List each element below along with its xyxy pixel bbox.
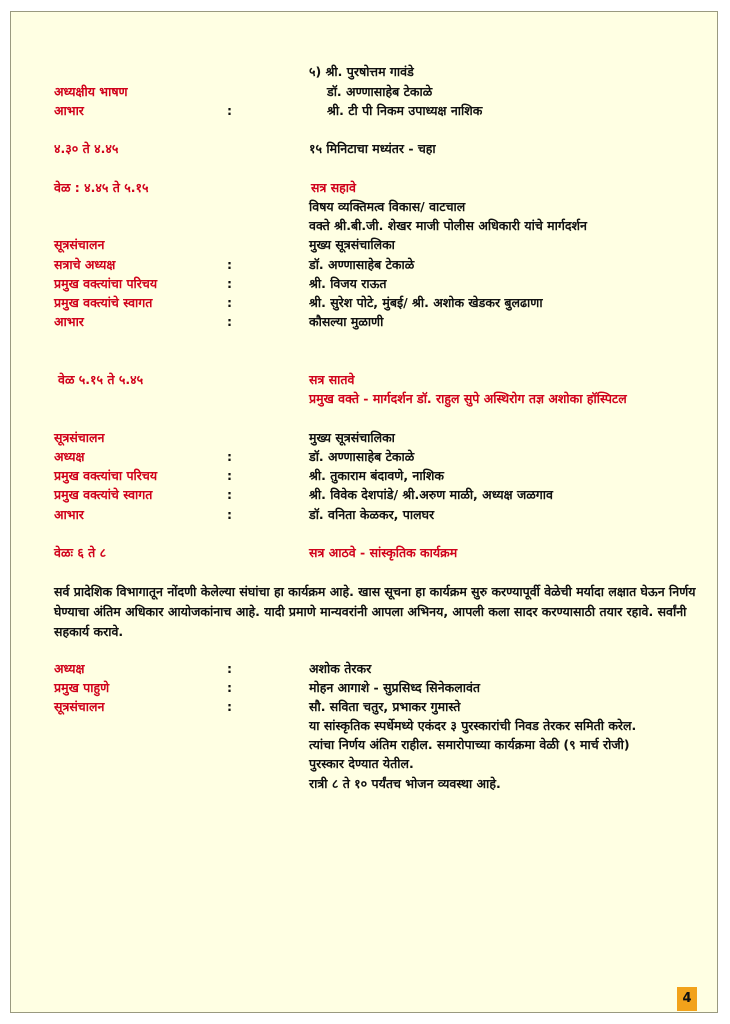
row-colon: : [227,257,232,272]
row-value: सौ. सविता चतुर, प्रभाकर गुमास्ते [309,699,461,714]
row-value: मुख्य सूत्रसंचालिका [309,237,395,252]
session-title: सत्र सहावे [311,180,356,195]
row-colon: : [227,487,232,502]
page-number-badge: 4 [677,987,697,1011]
row-value: मोहन आगाशे - सुप्रसिध्द सिनेकलावंत [309,680,481,695]
session-subtitle: प्रमुख वक्ते - मार्गदर्शन डॉ. राहुल सुपे अस्थिरोग तज्ञ अशोका हॉस्पिटल [309,391,627,406]
row-colon: : [227,276,232,291]
row-value: अशोक तेरकर [309,661,372,676]
row-label: प्रमुख वक्त्यांचा परिचय [54,468,158,483]
row-value: ५) श्री. पुरषोत्तम गावंडे [309,64,414,79]
row-colon: : [227,699,232,714]
row-value: श्री. सुरेश पोटे, मुंबई/ श्री. अशोक खेडकर बुलढाणा [309,295,543,310]
row-label: आभार [54,507,84,522]
row-value: डॉ. वनिता केळकर, पालघर [309,507,435,522]
row-value: वक्ते श्री.बी.जी. शेखर माजी पोलीस अधिकारी यांचे मार्गदर्शन [309,218,587,233]
row-label: सूत्रसंचालन [54,430,105,445]
row-colon: : [227,295,232,310]
row-label: अध्यक्ष [54,661,85,676]
row-label: ४.३० ते ४.४५ [54,141,119,156]
session-title: सत्र आठवे - सांस्कृतिक कार्यक्रम [309,545,458,560]
row-label: आभार [54,103,84,118]
document-page [10,11,718,1013]
row-label: प्रमुख वक्त्यांचा परिचय [54,276,158,291]
row-label: आभार [54,314,84,329]
row-value: डॉ. अण्णासाहेब टेकाळे [309,257,415,272]
row-value: विषय व्यक्तिमत्व विकास/ वाटचाल [309,199,466,214]
row-label: वेळ ५.१५ ते ५.४५ [58,372,144,387]
row-value: मुख्य सूत्रसंचालिका [309,430,395,445]
row-label: प्रमुख वक्त्यांचे स्वागत [54,487,153,502]
row-value: रात्री ८ ते १० पर्यंतच भोजन व्यवस्था आहे. [309,776,501,791]
row-value: श्री. विवेक देशपांडे/ श्री.अरुण माळी, अध्यक्ष जळगाव [309,487,553,502]
notice-paragraph: सर्व प्रादेशिक विभागातून नोंदणी केलेल्या संघांचा हा कार्यक्रम आहे. खास सूचना हा कार्यक्रम सुरु करण्यापूर्वी वेळेची मर्यादा लक्षात घेऊन निर्णय घेण्याचा अंतिम अधिकार आयोजकांनाच आहे. यादी प्रमाणे मान्यवरांनी आपला अभिनय, आपली कला सादर करण्यासाठी तयार रहावे. सर्वांनी सहकार्य करावे. [54,584,696,639]
row-label: प्रमुख वक्त्यांचे स्वागत [54,295,153,310]
row-label: प्रमुख पाहुणे [54,680,110,695]
row-value: या सांस्कृतिक स्पर्धेमध्ये एकंदर ३ पुरस्कारांची निवड तेरकर समिती करेल. [309,718,637,733]
row-value: त्यांचा निर्णय अंतिम राहील. समारोपाच्या कार्यक्रमा वेळी (९ मार्च रोजी) [309,737,630,752]
row-label: वेळः ६ ते ८ [54,545,107,560]
row-label: वेळ : ४.४५ ते ५.१५ [54,180,149,195]
row-colon: : [227,680,232,695]
row-colon: : [227,314,232,329]
row-value: डॉ. अण्णासाहेब टेकाळे [327,84,433,99]
session-title: सत्र सातवे [309,372,355,387]
row-colon: : [227,449,232,464]
row-label: अध्यक्ष [54,449,85,464]
row-label: सत्राचे अध्यक्ष [54,257,116,272]
row-value: पुरस्कार देण्यात येतील. [309,756,414,771]
row-label: अध्यक्षीय भाषण [54,84,128,99]
row-label: सूत्रसंचालन [54,237,105,252]
row-value: १५ मिनिटाचा मध्यंतर - चहा [309,141,436,156]
row-colon: : [227,103,232,118]
row-colon: : [227,507,232,522]
row-value: श्री. तुकाराम बंदावणे, नाशिक [309,468,444,483]
row-label: सूत्रसंचालन [54,699,105,714]
row-colon: : [227,661,232,676]
row-value: श्री. विजय राऊत [309,276,387,291]
row-colon: : [227,468,232,483]
row-value: श्री. टी पी निकम उपाध्यक्ष नाशिक [327,103,483,118]
row-value: डॉ. अण्णासाहेब टेकाळे [309,449,415,464]
row-value: कौसल्या मुळाणी [309,314,384,329]
